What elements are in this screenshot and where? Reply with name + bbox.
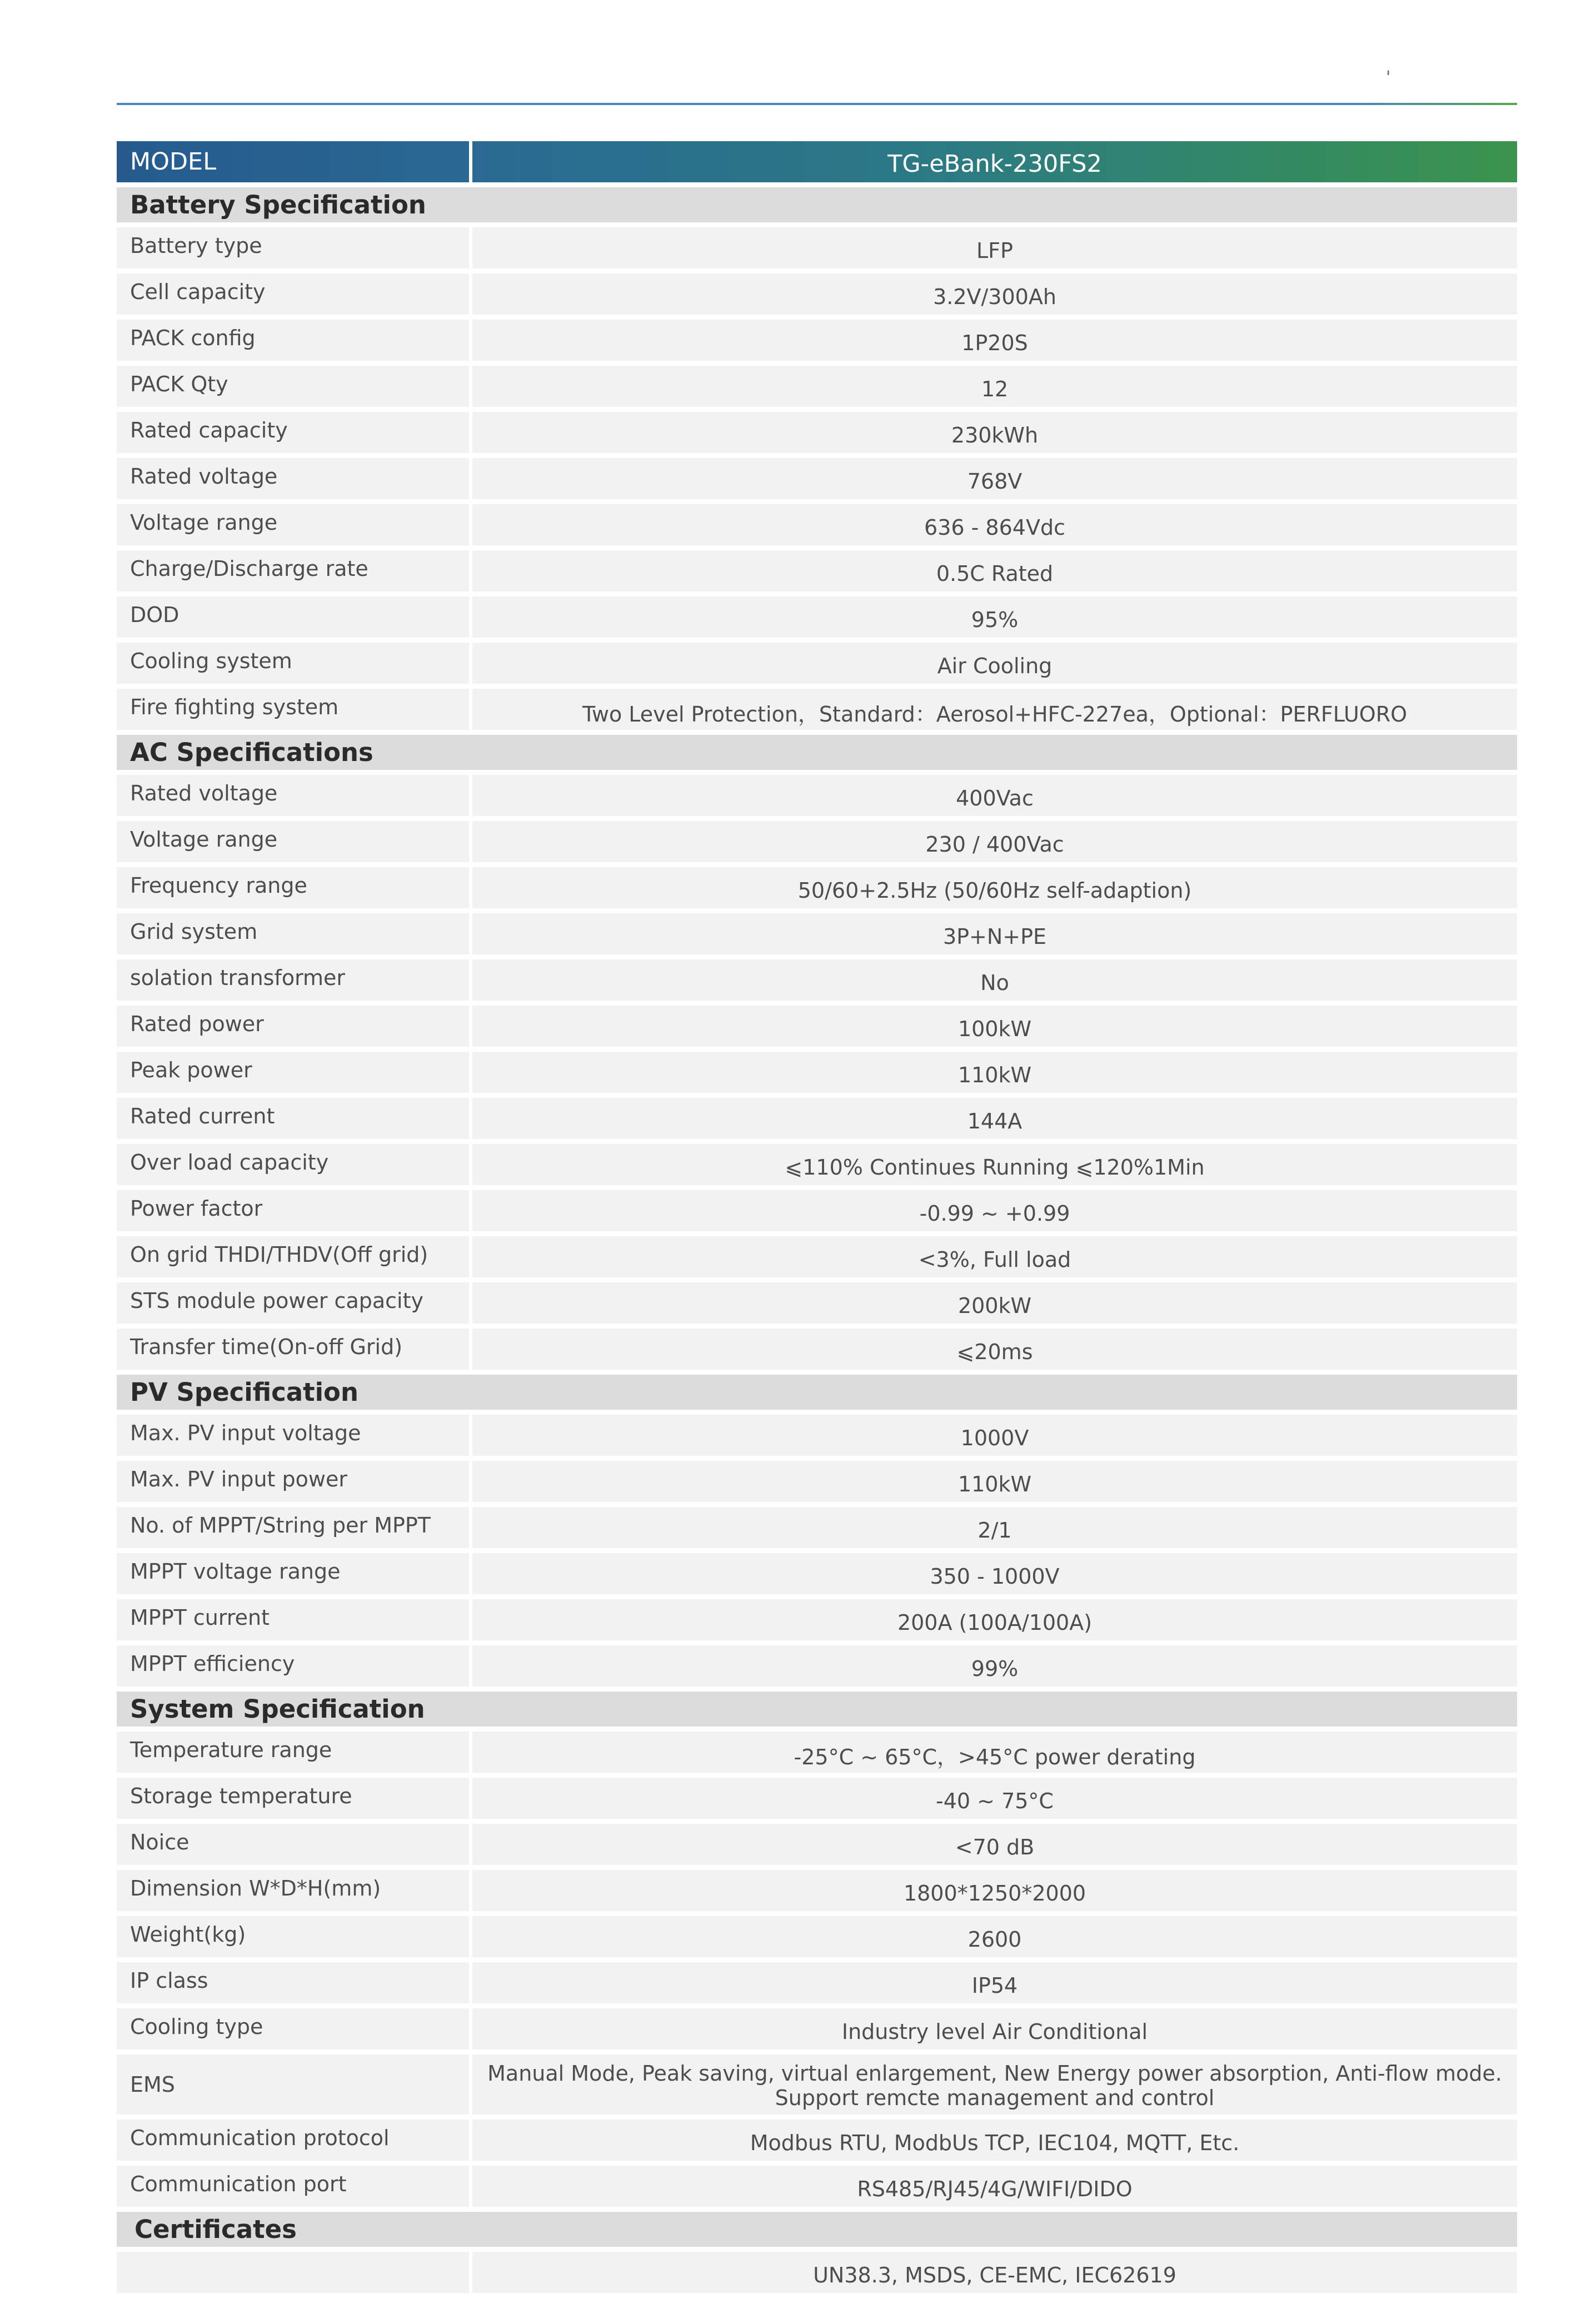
row-label: PACK Qty [117,366,472,407]
row-label: Noice [117,1824,472,1865]
row-label: solation transformer [117,959,472,1001]
table-row [117,775,1517,816]
table-row [117,643,1517,684]
row-label: Transfer time(On-off Grid) [117,1329,472,1370]
table-row [117,1098,1517,1139]
table-row [117,1329,1517,1370]
section-certificates [117,2212,1517,2247]
section-ac [117,735,1517,770]
table-row [117,1870,1517,1911]
table-row [117,1236,1517,1277]
row-label: Rated capacity [117,412,472,453]
row-value: 95% [472,596,1517,638]
row-value: Industry level Air Conditional [472,2008,1517,2050]
row-value: ⩽20ms [472,1329,1517,1370]
row-label: Max. PV input power [117,1461,472,1502]
table-row [117,959,1517,1001]
row-label: Charge/Discharge rate [117,550,472,591]
row-label: MPPT current [117,1599,472,1640]
row-value: 50/60+2.5Hz (50/60Hz self-adaption) [472,867,1517,908]
row-label: MPPT efficiency [117,1645,472,1687]
table-row [117,504,1517,545]
row-label: Storage temperature [117,1778,472,1819]
row-value: 350 - 1000V [472,1553,1517,1594]
row-label: Power factor [117,1190,472,1231]
row-value: -40 ~ 75°C [472,1778,1517,1819]
table-row [117,366,1517,407]
row-value: 12 [472,366,1517,407]
table-row [117,1916,1517,1957]
row-label: Battery type [117,227,472,268]
table-row [117,2008,1517,2050]
row-label: Temperature range [117,1732,472,1773]
row-label: Cooling type [117,2008,472,2050]
row-value: <70 dB [472,1824,1517,1865]
header-divider-line [117,103,1517,105]
table-row [117,689,1517,730]
table-row [117,1824,1517,1865]
row-label: Rated power [117,1006,472,1047]
row-value: Modbus RTU, ModbUs TCP, IEC104, MQTT, Etc. [472,2120,1517,2161]
row-label: Frequency range [117,867,472,908]
table-row [117,1778,1517,1819]
row-value: 400Vac [472,775,1517,816]
row-value: 230kWh [472,412,1517,453]
table-row [117,867,1517,908]
row-value: 636 - 864Vdc [472,504,1517,545]
table-row [117,1599,1517,1640]
row-label: IP class [117,1962,472,2003]
row-label: MPPT voltage range [117,1553,472,1594]
row-value: 99% [472,1645,1517,1687]
row-value: No [472,959,1517,1001]
row-label: PACK config [117,320,472,361]
section-system [117,1692,1517,1727]
row-value: 144A [472,1098,1517,1139]
row-value-line: Support remcte management and control [775,2086,1215,2110]
table-row [117,1553,1517,1594]
row-value: 1P20S [472,320,1517,361]
row-value: -25°C ~ 65°C，>45°C power derating [472,1732,1517,1773]
table-row [117,320,1517,361]
section-pv [117,1375,1517,1410]
row-label: On grid THDI/THDV(Off grid) [117,1236,472,1277]
section-title: Certificates [117,2212,1517,2247]
table-row [117,227,1517,268]
row-value: Air Cooling [472,643,1517,684]
row-value: 1800*1250*2000 [472,1870,1517,1911]
section-title: Battery Specification [117,187,1517,222]
row-label: Cell capacity [117,273,472,315]
table-row [117,1006,1517,1047]
row-label: Rated voltage [117,458,472,499]
row-label: Grid system [117,913,472,954]
table-row [117,1144,1517,1185]
row-label: Dimension W*D*H(mm) [117,1870,472,1911]
table-row [117,1052,1517,1093]
row-value: 100kW [472,1006,1517,1047]
table-row [117,1190,1517,1231]
table-row [117,1962,1517,2003]
row-value: 3P+N+PE [472,913,1517,954]
row-value: 110kW [472,1052,1517,1093]
table-row [117,2252,1517,2293]
table-row [117,550,1517,591]
table-row [117,1415,1517,1456]
row-label: No. of MPPT/String per MPPT [117,1507,472,1548]
row-value: ⩽110% Continues Running ⩽120%1Min [472,1144,1517,1185]
table-row [117,2166,1517,2207]
row-label: Voltage range [117,821,472,862]
row-label: Voltage range [117,504,472,545]
row-label: Communication port [117,2166,472,2207]
table-row [117,1461,1517,1502]
section-title: AC Specifications [117,735,1517,770]
row-label [117,2252,472,2293]
table-row [117,596,1517,638]
row-value: 2/1 [472,1507,1517,1548]
row-value: 1000V [472,1415,1517,1456]
table-row [117,1282,1517,1324]
row-value [472,2055,1517,2115]
row-value: -0.99 ~ +0.99 [472,1190,1517,1231]
row-label: Rated voltage [117,775,472,816]
row-label: Weight(kg) [117,1916,472,1957]
section-title: System Specification [117,1692,1517,1727]
row-label: Rated current [117,1098,472,1139]
row-value: <3%, Full load [472,1236,1517,1277]
section-battery [117,187,1517,222]
table-row [117,2055,1517,2115]
row-label: STS module power capacity [117,1282,472,1324]
section-title: PV Specification [117,1375,1517,1410]
table-row [117,273,1517,315]
row-label: Cooling system [117,643,472,684]
row-value: LFP [472,227,1517,268]
table-row [117,458,1517,499]
row-value: UN38.3, MSDS, CE-EMC, IEC62619 [472,2252,1517,2293]
row-value: 110kW [472,1461,1517,1502]
row-value: 200A (100A/100A) [472,1599,1517,1640]
row-value: 3.2V/300Ah [472,273,1517,315]
row-value: Two Level Protection，Standard：Aerosol+HFC-227ea，Optional：PERFLUORO [472,689,1517,730]
table-row [117,2120,1517,2161]
corner-mark: ' [1386,68,1391,87]
table-row [117,821,1517,862]
row-label: Over load capacity [117,1144,472,1185]
row-value-line: Manual Mode, Peak saving, virtual enlargement, New Energy power absorption, Anti-flow mode. [487,2061,1502,2086]
row-value: IP54 [472,1962,1517,2003]
model-value: TG-eBank-230FS2 [472,141,1517,182]
row-value: 768V [472,458,1517,499]
model-label: MODEL [117,141,472,182]
row-label: Max. PV input voltage [117,1415,472,1456]
row-value: 2600 [472,1916,1517,1957]
row-label: Communication protocol [117,2120,472,2161]
row-value: RS485/RJ45/4G/WIFI/DIDO [472,2166,1517,2207]
model-row [117,141,1517,182]
row-value: 230 / 400Vac [472,821,1517,862]
row-value: 0.5C Rated [472,550,1517,591]
row-label: DOD [117,596,472,638]
table-row [117,1732,1517,1773]
spec-table [117,136,1517,2298]
table-row [117,412,1517,453]
row-label: EMS [117,2055,472,2115]
table-row [117,913,1517,954]
row-value: 200kW [472,1282,1517,1324]
row-label: Fire fighting system [117,689,472,730]
table-row [117,1507,1517,1548]
row-label: Peak power [117,1052,472,1093]
table-row [117,1645,1517,1687]
